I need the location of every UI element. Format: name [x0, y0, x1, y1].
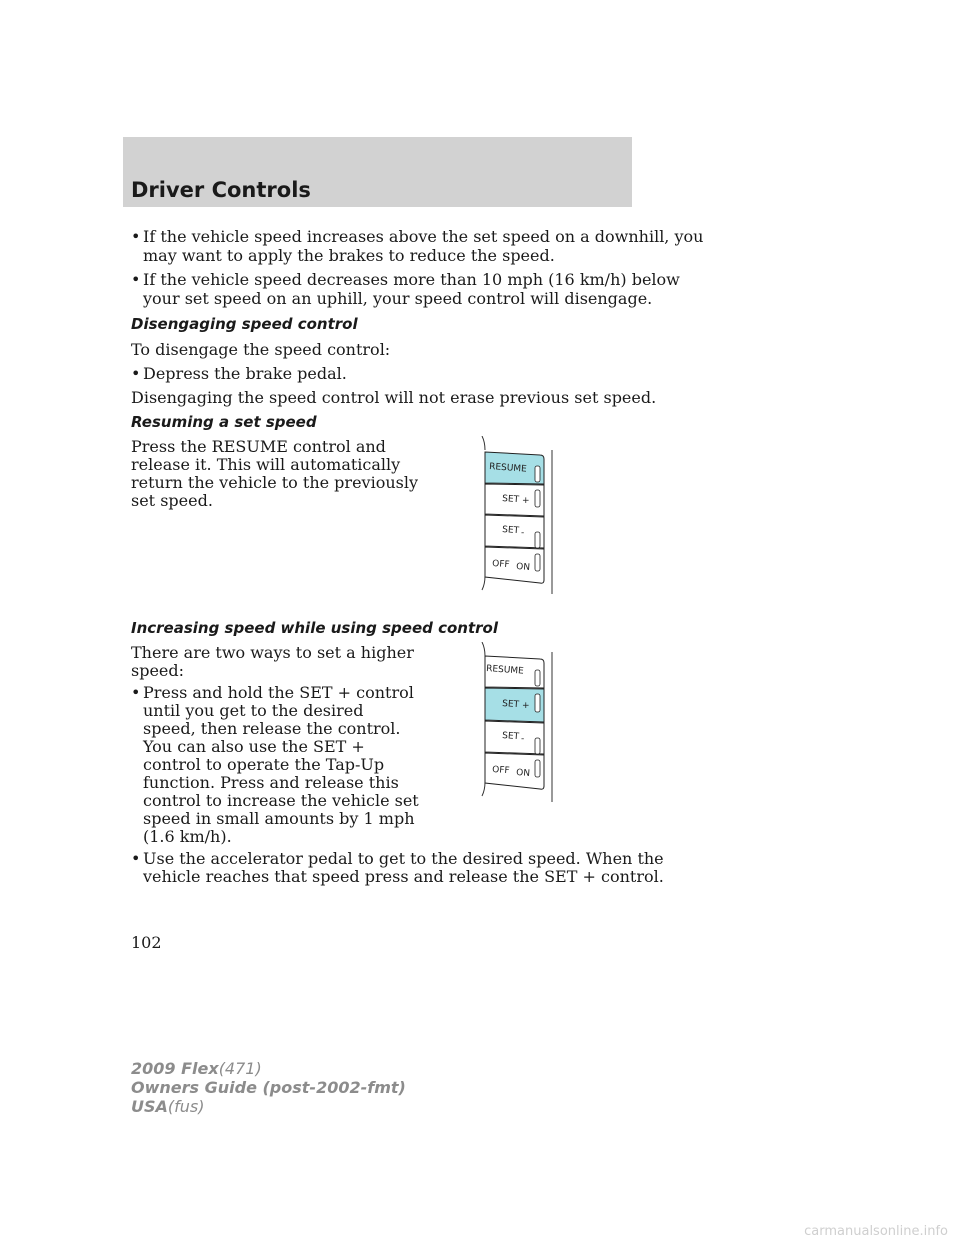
body-line: return the vehicle to the previously — [131, 473, 418, 492]
svg-text:SET: SET — [501, 525, 520, 537]
svg-text:SET: SET — [501, 494, 520, 506]
footer-market-code: (fus) — [167, 1097, 205, 1116]
body-line: speed, then release the control. — [143, 719, 401, 738]
bullet-dot: • — [131, 683, 141, 702]
speed-control-illustration-resume — [478, 436, 568, 598]
svg-text:ON: ON — [515, 562, 531, 573]
page-section-title: Driver Controls — [131, 178, 311, 202]
footer-model: 2009 Flex — [131, 1059, 219, 1078]
body-line: may want to apply the brakes to reduce the speed. — [143, 246, 555, 265]
body-line: set speed. — [131, 491, 213, 510]
svg-text:RESUME: RESUME — [488, 462, 528, 475]
bullet-dot: • — [131, 849, 141, 868]
body-line: release it. This will automatically — [131, 455, 401, 474]
body-line: Press the RESUME control and — [131, 437, 386, 456]
svg-text:OFF: OFF — [491, 765, 510, 777]
set-plus-button — [485, 484, 544, 516]
footer-line-model — [131, 1059, 262, 1078]
body-line: vehicle reaches that speed press and release the SET + control. — [143, 867, 664, 886]
body-line: If the vehicle speed increases above the set speed on a downhill, you — [143, 227, 704, 246]
svg-text:RESUME: RESUME — [485, 664, 525, 677]
svg-text:OFF: OFF — [491, 559, 510, 571]
body-line: until you get to the desired — [143, 701, 364, 720]
body-line: control to operate the Tap-Up — [143, 755, 385, 774]
set-minus-button — [485, 515, 544, 548]
svg-text:SET: SET — [501, 731, 520, 743]
bullet-dot: • — [131, 227, 141, 246]
off-on-button — [485, 547, 544, 583]
body-line: You can also use the SET + — [143, 737, 365, 756]
footer-line-market — [131, 1097, 205, 1116]
set-minus-button — [485, 721, 544, 754]
watermark: carmanualsonline.info — [804, 1224, 948, 1239]
section-heading-resuming: Resuming a set speed — [131, 413, 317, 431]
body-line: function. Press and release this — [143, 773, 399, 792]
body-line: your set speed on an uphill, your speed control will disengage. — [143, 289, 653, 308]
body-line: Use the accelerator pedal to get to the desired speed. When the — [143, 849, 664, 868]
svg-text:+: + — [522, 701, 530, 711]
body-line: To disengage the speed control: — [131, 340, 391, 359]
footer-market: USA — [131, 1097, 168, 1116]
bullet-dot: • — [131, 364, 141, 383]
body-line: speed: — [131, 661, 185, 680]
body-line: speed in small amounts by 1 mph — [143, 809, 415, 828]
section-heading-disengaging: Disengaging speed control — [131, 315, 358, 333]
page-number: 102 — [131, 933, 162, 952]
svg-text:-: - — [521, 528, 525, 538]
footer-guide: Owners Guide (post-2002-fmt) — [131, 1078, 406, 1097]
body-line: Disengaging the speed control will not erase previous set speed. — [131, 388, 657, 407]
section-heading-increasing: Increasing speed while using speed control — [131, 619, 498, 637]
resume-button — [485, 656, 544, 688]
svg-text:-: - — [521, 734, 525, 744]
bullet-dot: • — [131, 270, 141, 289]
off-on-button — [485, 753, 544, 789]
speed-control-illustration-set-plus — [478, 642, 568, 804]
svg-text:SET: SET — [501, 699, 520, 711]
svg-text:+: + — [522, 496, 530, 506]
footer-model-code: (471) — [218, 1059, 262, 1078]
body-line: Press and hold the SET + control — [143, 683, 414, 702]
body-line: There are two ways to set a higher — [131, 643, 414, 662]
resume-button-highlighted — [485, 452, 544, 484]
body-line: Depress the brake pedal. — [143, 364, 347, 383]
body-line: If the vehicle speed decreases more than 10 mph (16 km/h) below — [143, 270, 680, 289]
body-line: control to increase the vehicle set — [143, 791, 419, 810]
set-plus-button-highlighted — [485, 688, 544, 722]
svg-text:ON: ON — [515, 768, 531, 779]
body-line: (1.6 km/h). — [143, 827, 232, 846]
